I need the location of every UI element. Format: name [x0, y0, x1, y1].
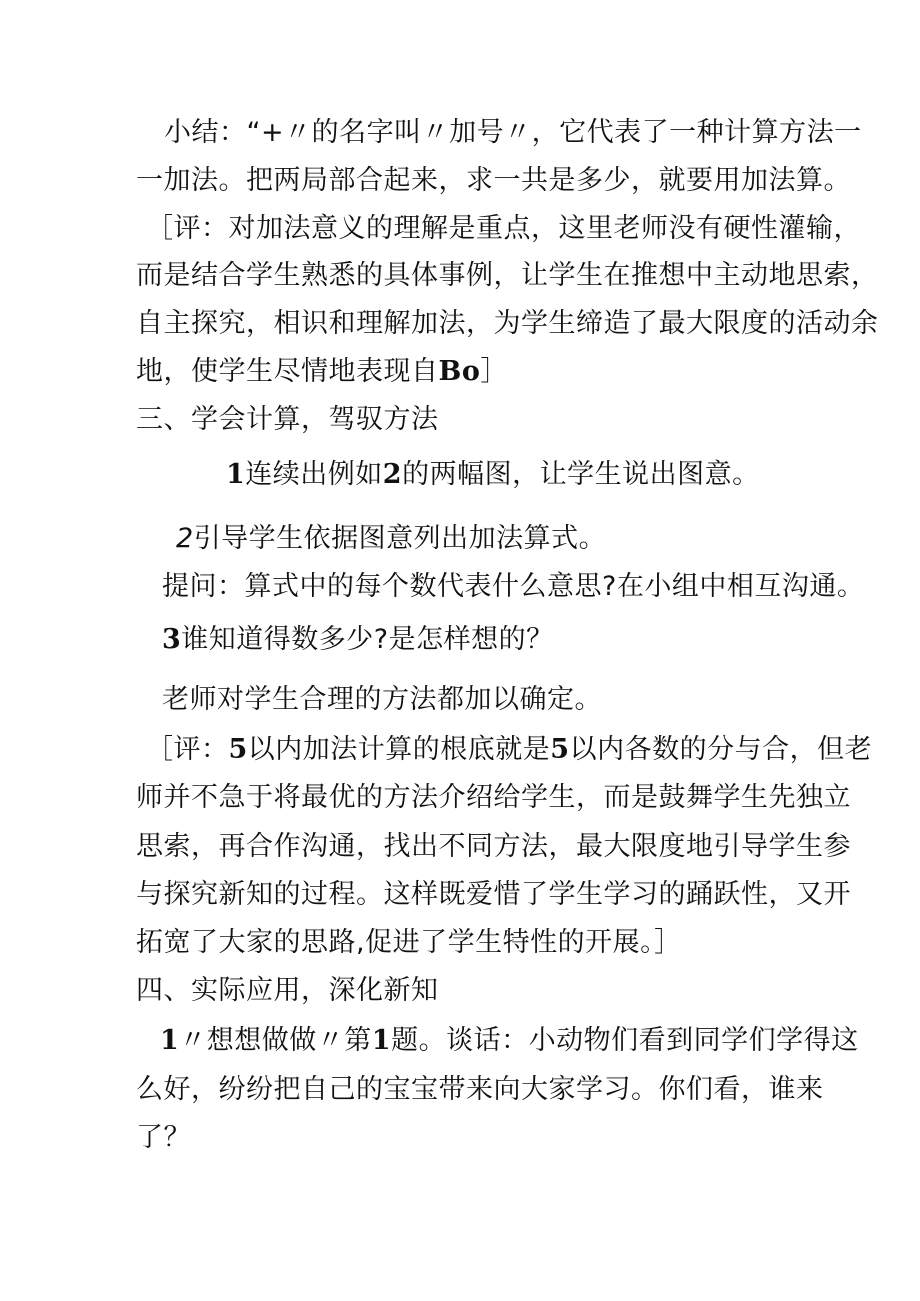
- text-line-4: [136, 259, 879, 293]
- line-text: 地，使学生尽情地表现自: [136, 356, 439, 387]
- line-text: 拓宽了大家的思路,促进了学生特性的开展。］: [136, 927, 682, 958]
- line-text: 与探究新知的过程。这样既爱惜了学生学习的踊跃性，又开: [136, 879, 851, 910]
- line-text: 老师对学生合理的方法都加以确定。: [162, 684, 602, 715]
- line-text-bold: Bo: [438, 356, 481, 387]
- line-number: 3: [162, 624, 182, 655]
- line-number: 1: [226, 459, 246, 490]
- text-line-6: [136, 355, 508, 389]
- line-text: 提问：算式中的每个数代表什么意思?在小组中相互沟通。: [162, 571, 865, 602]
- line-text: 引导学生依据图意列出加法算式。: [193, 523, 607, 554]
- line-text: ［评：对加法意义的理解是重点，这里老师没有硬性灌输，: [146, 213, 861, 244]
- line-text: 谁知道得数多少?是怎样想的？: [181, 624, 554, 655]
- line-text: 三、学会计算，驾驭方法: [136, 404, 439, 435]
- text-line-19: [160, 1024, 859, 1058]
- line-text: 了？: [136, 1122, 191, 1153]
- text-line-2: [136, 164, 851, 198]
- line-text: 以内各数的分与合，但老: [569, 734, 873, 765]
- line-text: 题。谈话：小动物们看到同学们学得这: [391, 1025, 859, 1056]
- text-line-10: [162, 570, 864, 604]
- section-heading-4: [136, 974, 439, 1008]
- line-text: 而是结合学生熟悉的具体事例，让学生在推想中主动地思索，: [136, 260, 879, 291]
- line-number: 5: [228, 734, 248, 765]
- line-text: 的两幅图，让学生说出图意。: [402, 459, 760, 490]
- line-number: 1: [371, 1025, 392, 1056]
- line-text: 么好，纷纷把自己的宝宝带来向大家学习。你们看，谁来: [136, 1074, 824, 1105]
- text-line-3: [146, 212, 861, 246]
- line-number: 2: [176, 523, 194, 554]
- text-line-11: [162, 623, 554, 657]
- line-text: ］: [480, 356, 508, 387]
- line-number: 5: [550, 734, 570, 765]
- text-line-14: [136, 781, 851, 815]
- text-line-15: [136, 830, 851, 864]
- line-text: ［评：: [146, 734, 229, 765]
- line-text: 小结：“+〃的名字叫〃加号〃，它代表了一种计算方法一: [164, 117, 862, 148]
- text-line-20: [136, 1073, 824, 1107]
- line-text: 以内加法计算的根底就是: [247, 734, 551, 765]
- line-number: 2: [382, 459, 403, 490]
- text-line-9: [176, 522, 606, 556]
- text-line-17: [136, 926, 682, 960]
- section-heading-3: [136, 403, 439, 437]
- text-line-21: [136, 1121, 191, 1155]
- line-text: 连续出例如: [245, 459, 383, 490]
- line-text: 〃想想做做〃第: [179, 1025, 372, 1056]
- line-text: 四、实际应用，深化新知: [136, 975, 439, 1006]
- text-line-8: [226, 458, 760, 492]
- text-line-16: [136, 878, 851, 912]
- text-line-13: [146, 733, 872, 767]
- text-line-12: [162, 683, 602, 717]
- line-text: 师并不急于将最优的方法介绍给学生，而是鼓舞学生先独立: [136, 782, 851, 813]
- line-text: 思索，再合作沟通，找出不同方法，最大限度地引导学生参: [136, 831, 851, 862]
- line-number: 1: [160, 1025, 180, 1056]
- line-text: 一加法。把两局部合起来，求一共是多少，就要用加法算。: [136, 165, 851, 196]
- line-text: 自主探究，相识和理解加法，为学生缔造了最大限度的活动余: [136, 308, 879, 339]
- text-line-5: [136, 307, 879, 341]
- text-line-1: [164, 116, 862, 150]
